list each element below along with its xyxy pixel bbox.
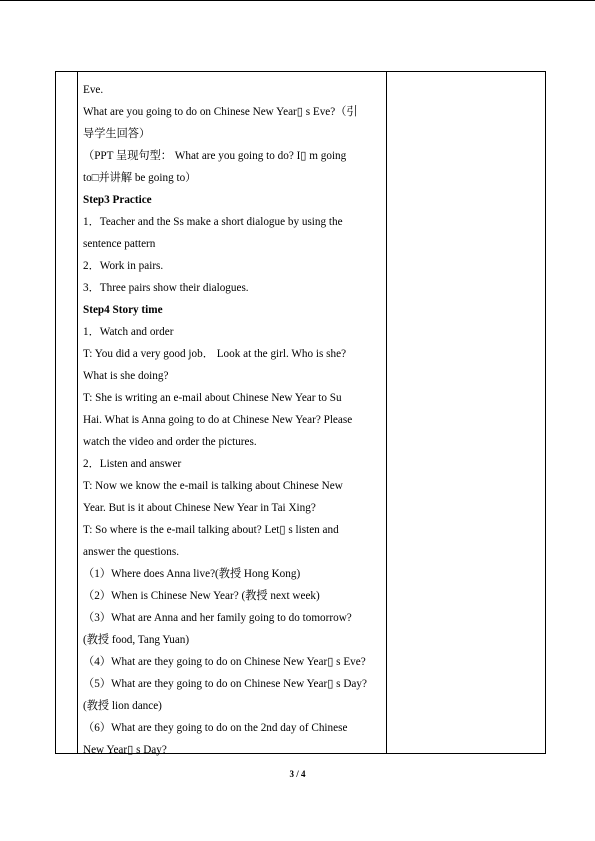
content-line: （2）When is Chinese New Year? (教授 next week)	[83, 590, 320, 602]
content-line: watch the video and order the pictures.	[83, 436, 257, 448]
lesson-content	[83, 79, 383, 761]
content-line: 1．Teacher and the Ss make a short dialogue by using the	[83, 216, 343, 228]
content-line: What is she doing?	[83, 370, 169, 382]
content-line: (教授 food, Tang Yuan)	[83, 634, 190, 646]
content-line: 1．Watch and order	[83, 326, 174, 338]
page-number: 3 / 4	[289, 769, 306, 779]
content-line: (教授 lion dance)	[83, 700, 162, 712]
content-line: （3）What are Anna and her family going to do tomorrow?	[83, 612, 352, 624]
content-line: 3．Three pairs show their dialogues.	[83, 282, 249, 294]
content-line: 2．Listen and answer	[83, 458, 182, 470]
content-line: sentence pattern	[83, 238, 156, 250]
step-heading: Step3 Practice	[83, 194, 152, 206]
content-line: T: Now we know the e-mail is talking about Chinese New	[83, 480, 343, 492]
content-line: to□并讲解 be going to）	[83, 172, 197, 184]
content-line: （4）What are they going to do on Chinese New Year▯ s Eve?	[83, 656, 366, 668]
right-column-divider	[386, 72, 387, 753]
content-line: T: So where is the e-mail talking about? Let▯ s listen and	[83, 524, 339, 536]
content-line: （1）Where does Anna live?(教授 Hong Kong)	[83, 568, 301, 580]
content-line: （6）What are they going to do on the 2nd day of Chinese	[83, 722, 348, 734]
content-line: 2．Work in pairs.	[83, 260, 164, 272]
content-line: （PPT 呈现句型： What are you going to do? I▯ m going	[83, 150, 347, 162]
content-line: Year. But is it about Chinese New Year in Tai Xing?	[83, 502, 316, 514]
content-line: （5）What are they going to do on Chinese New Year▯ s Day?	[83, 678, 367, 690]
content-line: What are you going to do on Chinese New Year▯ s Eve?（引	[83, 106, 358, 118]
step-heading: Step4 Story time	[83, 304, 163, 316]
content-line: New Year▯ s Day?	[83, 744, 167, 756]
left-column-divider	[77, 72, 78, 753]
content-line: Eve.	[83, 84, 104, 96]
top-rule	[0, 0, 595, 1]
content-line: T: You did a very good job． Look at the girl. Who is she?	[83, 348, 347, 360]
content-line: answer the questions.	[83, 546, 180, 558]
content-line: Hai. What is Anna going to do at Chinese New Year? Please	[83, 414, 353, 426]
content-line: 导学生回答）	[83, 128, 151, 140]
lesson-table	[55, 71, 546, 754]
content-line: T: She is writing an e-mail about Chinese New Year to Su	[83, 392, 342, 404]
